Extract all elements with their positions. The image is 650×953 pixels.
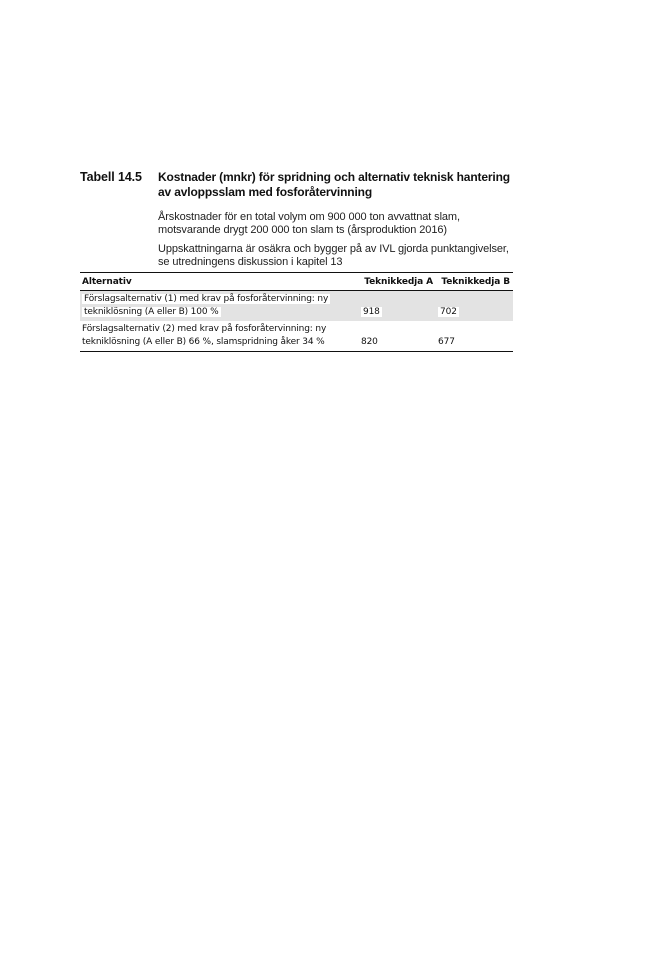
row-alternative-line2: tekniklösning (A eller B) 66 %, slamspridning åker 34 % — [82, 337, 325, 347]
table-header-row — [80, 273, 513, 291]
row-value-a-cell — [359, 291, 436, 322]
row-alternative-line2: tekniklösning (A eller B) 100 % — [84, 307, 219, 317]
row-value-b: 702 — [440, 307, 457, 317]
row-value-a: 820 — [359, 321, 436, 352]
table-row — [80, 291, 513, 322]
column-header-teknikkedja-a: Teknikkedja A — [359, 273, 436, 291]
table-number: Tabell 14.5 — [80, 170, 142, 184]
cost-table — [80, 272, 513, 352]
row-value-b-cell — [436, 291, 513, 322]
table-row — [80, 321, 513, 352]
column-header-teknikkedja-b: Teknikkedja B — [436, 273, 513, 291]
row-value-b: 677 — [436, 321, 513, 352]
row-alternative-cell — [80, 321, 359, 352]
row-alternative-line1: Förslagsalternativ (2) med krav på fosforåtervinning: ny — [82, 324, 327, 334]
row-value-a: 918 — [363, 307, 380, 317]
table-title: Kostnader (mnkr) för spridning och alternativ teknisk hantering av avloppsslam med fosforåtervinning — [158, 170, 510, 199]
table-note-uncertainty: Uppskattningarna är osäkra och bygger på av IVL gjorda punktangivelser, se utredningens diskussion i kapitel 13 — [158, 243, 509, 268]
column-header-alternativ: Alternativ — [80, 273, 359, 291]
table-note-volume: Årskostnader för en total volym om 900 000 ton avvattnat slam, motsvarande drygt 200 000 ton slam ts (årsproduktion 2016) — [158, 211, 460, 236]
row-alternative-line1: Förslagsalternativ (1) med krav på fosforåtervinning: ny — [84, 294, 329, 304]
row-alternative-cell — [80, 291, 359, 322]
